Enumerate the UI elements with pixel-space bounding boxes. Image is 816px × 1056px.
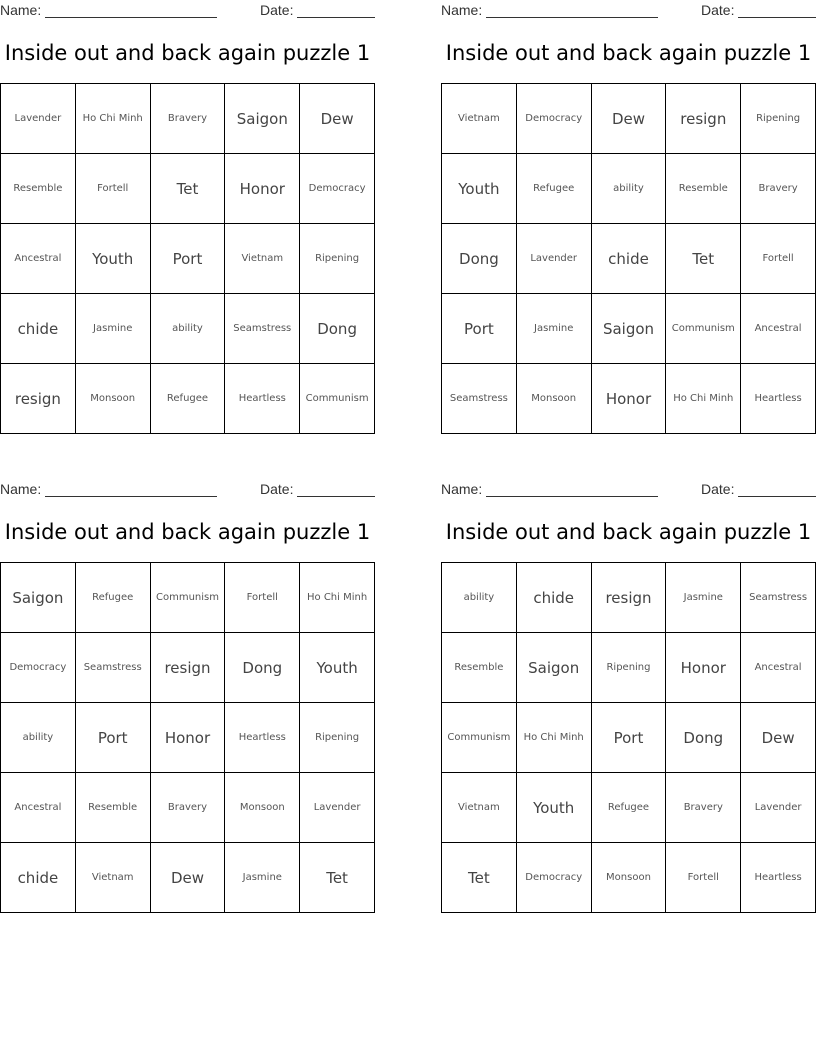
date-label: Date: — [260, 2, 294, 18]
grid-cell: Port — [442, 294, 517, 364]
grid-cell: Vietnam — [442, 84, 517, 154]
grid-cell: Democracy — [517, 84, 592, 154]
date-label: Date: — [701, 481, 735, 497]
name-blank-line — [45, 17, 217, 18]
date-label: Date: — [701, 2, 735, 18]
grid-cell: resign — [592, 563, 667, 633]
name-label: Name: — [0, 481, 42, 497]
grid-cell: Bravery — [151, 773, 226, 843]
grid-cell: Communism — [666, 294, 741, 364]
grid-cell: Resemble — [1, 154, 76, 224]
grid-cell: Jasmine — [666, 563, 741, 633]
grid-cell: Bravery — [666, 773, 741, 843]
grid-cell: Ho Chi Minh — [517, 703, 592, 773]
grid-cell: Ancestral — [741, 294, 816, 364]
grid-cell: Port — [151, 224, 226, 294]
bingo-grid — [0, 562, 375, 913]
grid-cell: Monsoon — [592, 843, 667, 913]
grid-cell: Heartless — [741, 364, 816, 434]
bingo-grid — [0, 83, 375, 434]
grid-cell: Monsoon — [76, 364, 151, 434]
grid-cell: ability — [592, 154, 667, 224]
grid-cell: Heartless — [225, 364, 300, 434]
grid-cell: chide — [592, 224, 667, 294]
grid-cell: Saigon — [592, 294, 667, 364]
name-label: Name: — [441, 481, 483, 497]
grid-cell: Fortell — [666, 843, 741, 913]
name-blank-line — [486, 496, 658, 497]
grid-cell: Seamstress — [741, 563, 816, 633]
grid-cell: Ho Chi Minh — [666, 364, 741, 434]
grid-cell: Refugee — [592, 773, 667, 843]
grid-cell: Fortell — [225, 563, 300, 633]
grid-cell: Saigon — [225, 84, 300, 154]
grid-cell: Saigon — [1, 563, 76, 633]
grid-cell: Lavender — [517, 224, 592, 294]
grid-cell: Vietnam — [76, 843, 151, 913]
grid-cell: Dew — [592, 84, 667, 154]
grid-cell: Port — [76, 703, 151, 773]
grid-cell: Honor — [592, 364, 667, 434]
bingo-grid — [441, 562, 816, 913]
grid-cell: Youth — [517, 773, 592, 843]
grid-cell: Tet — [666, 224, 741, 294]
grid-cell: Communism — [151, 563, 226, 633]
grid-cell: Bravery — [741, 154, 816, 224]
grid-cell: Ancestral — [1, 224, 76, 294]
grid-cell: Honor — [225, 154, 300, 224]
grid-cell: Monsoon — [225, 773, 300, 843]
grid-cell: ability — [151, 294, 226, 364]
grid-cell: Communism — [442, 703, 517, 773]
grid-cell: Refugee — [517, 154, 592, 224]
card-title: Inside out and back again puzzle 1 — [445, 41, 812, 65]
grid-cell: Lavender — [1, 84, 76, 154]
grid-cell: Ho Chi Minh — [76, 84, 151, 154]
grid-cell: Democracy — [1, 633, 76, 703]
card-title: Inside out and back again puzzle 1 — [4, 520, 371, 544]
grid-cell: Ancestral — [741, 633, 816, 703]
grid-cell: Jasmine — [76, 294, 151, 364]
grid-cell: Jasmine — [517, 294, 592, 364]
grid-cell: chide — [1, 843, 76, 913]
grid-cell: chide — [1, 294, 76, 364]
grid-cell: Ancestral — [1, 773, 76, 843]
name-blank-line — [486, 17, 658, 18]
grid-cell: Youth — [442, 154, 517, 224]
grid-cell: Tet — [300, 843, 375, 913]
grid-cell: Youth — [300, 633, 375, 703]
name-label: Name: — [441, 2, 483, 18]
grid-cell: Tet — [442, 843, 517, 913]
grid-cell: Port — [592, 703, 667, 773]
grid-cell: Lavender — [300, 773, 375, 843]
grid-cell: Vietnam — [225, 224, 300, 294]
date-blank-line — [738, 496, 816, 497]
grid-cell: Seamstress — [442, 364, 517, 434]
grid-cell: Seamstress — [225, 294, 300, 364]
grid-cell: Refugee — [76, 563, 151, 633]
date-label: Date: — [260, 481, 294, 497]
header-line — [441, 2, 816, 20]
grid-cell: Dong — [225, 633, 300, 703]
grid-cell: Democracy — [517, 843, 592, 913]
grid-cell: resign — [151, 633, 226, 703]
grid-cell: resign — [1, 364, 76, 434]
grid-cell: resign — [666, 84, 741, 154]
bingo-grid — [441, 83, 816, 434]
grid-cell: Monsoon — [517, 364, 592, 434]
grid-cell: Honor — [151, 703, 226, 773]
header-line — [0, 2, 375, 20]
grid-cell: Ho Chi Minh — [300, 563, 375, 633]
grid-cell: Heartless — [741, 843, 816, 913]
grid-cell: Lavender — [741, 773, 816, 843]
bingo-card-4 — [441, 479, 816, 919]
grid-cell: Seamstress — [76, 633, 151, 703]
grid-cell: Vietnam — [442, 773, 517, 843]
grid-cell: Dong — [300, 294, 375, 364]
bingo-card-1 — [0, 0, 375, 440]
name-blank-line — [45, 496, 217, 497]
card-title: Inside out and back again puzzle 1 — [445, 520, 812, 544]
grid-cell: Refugee — [151, 364, 226, 434]
bingo-card-3 — [0, 479, 375, 919]
grid-cell: Jasmine — [225, 843, 300, 913]
bingo-card-2 — [441, 0, 816, 440]
grid-cell: Resemble — [76, 773, 151, 843]
grid-cell: Resemble — [442, 633, 517, 703]
grid-cell: Democracy — [300, 154, 375, 224]
grid-cell: Honor — [666, 633, 741, 703]
grid-cell: Dong — [666, 703, 741, 773]
grid-cell: Dew — [741, 703, 816, 773]
grid-cell: Saigon — [517, 633, 592, 703]
grid-cell: Heartless — [225, 703, 300, 773]
grid-cell: Ripening — [592, 633, 667, 703]
header-line — [441, 481, 816, 499]
grid-cell: ability — [442, 563, 517, 633]
grid-cell: Dew — [300, 84, 375, 154]
grid-cell: Ripening — [300, 703, 375, 773]
grid-cell: Resemble — [666, 154, 741, 224]
grid-cell: ability — [1, 703, 76, 773]
date-blank-line — [297, 496, 375, 497]
grid-cell: Youth — [76, 224, 151, 294]
grid-cell: Dew — [151, 843, 226, 913]
grid-cell: Fortell — [76, 154, 151, 224]
grid-cell: Ripening — [300, 224, 375, 294]
header-line — [0, 481, 375, 499]
date-blank-line — [297, 17, 375, 18]
card-title: Inside out and back again puzzle 1 — [4, 41, 371, 65]
grid-cell: Tet — [151, 154, 226, 224]
date-blank-line — [738, 17, 816, 18]
grid-cell: Bravery — [151, 84, 226, 154]
grid-cell: Communism — [300, 364, 375, 434]
name-label: Name: — [0, 2, 42, 18]
grid-cell: Ripening — [741, 84, 816, 154]
grid-cell: Dong — [442, 224, 517, 294]
grid-cell: Fortell — [741, 224, 816, 294]
grid-cell: chide — [517, 563, 592, 633]
